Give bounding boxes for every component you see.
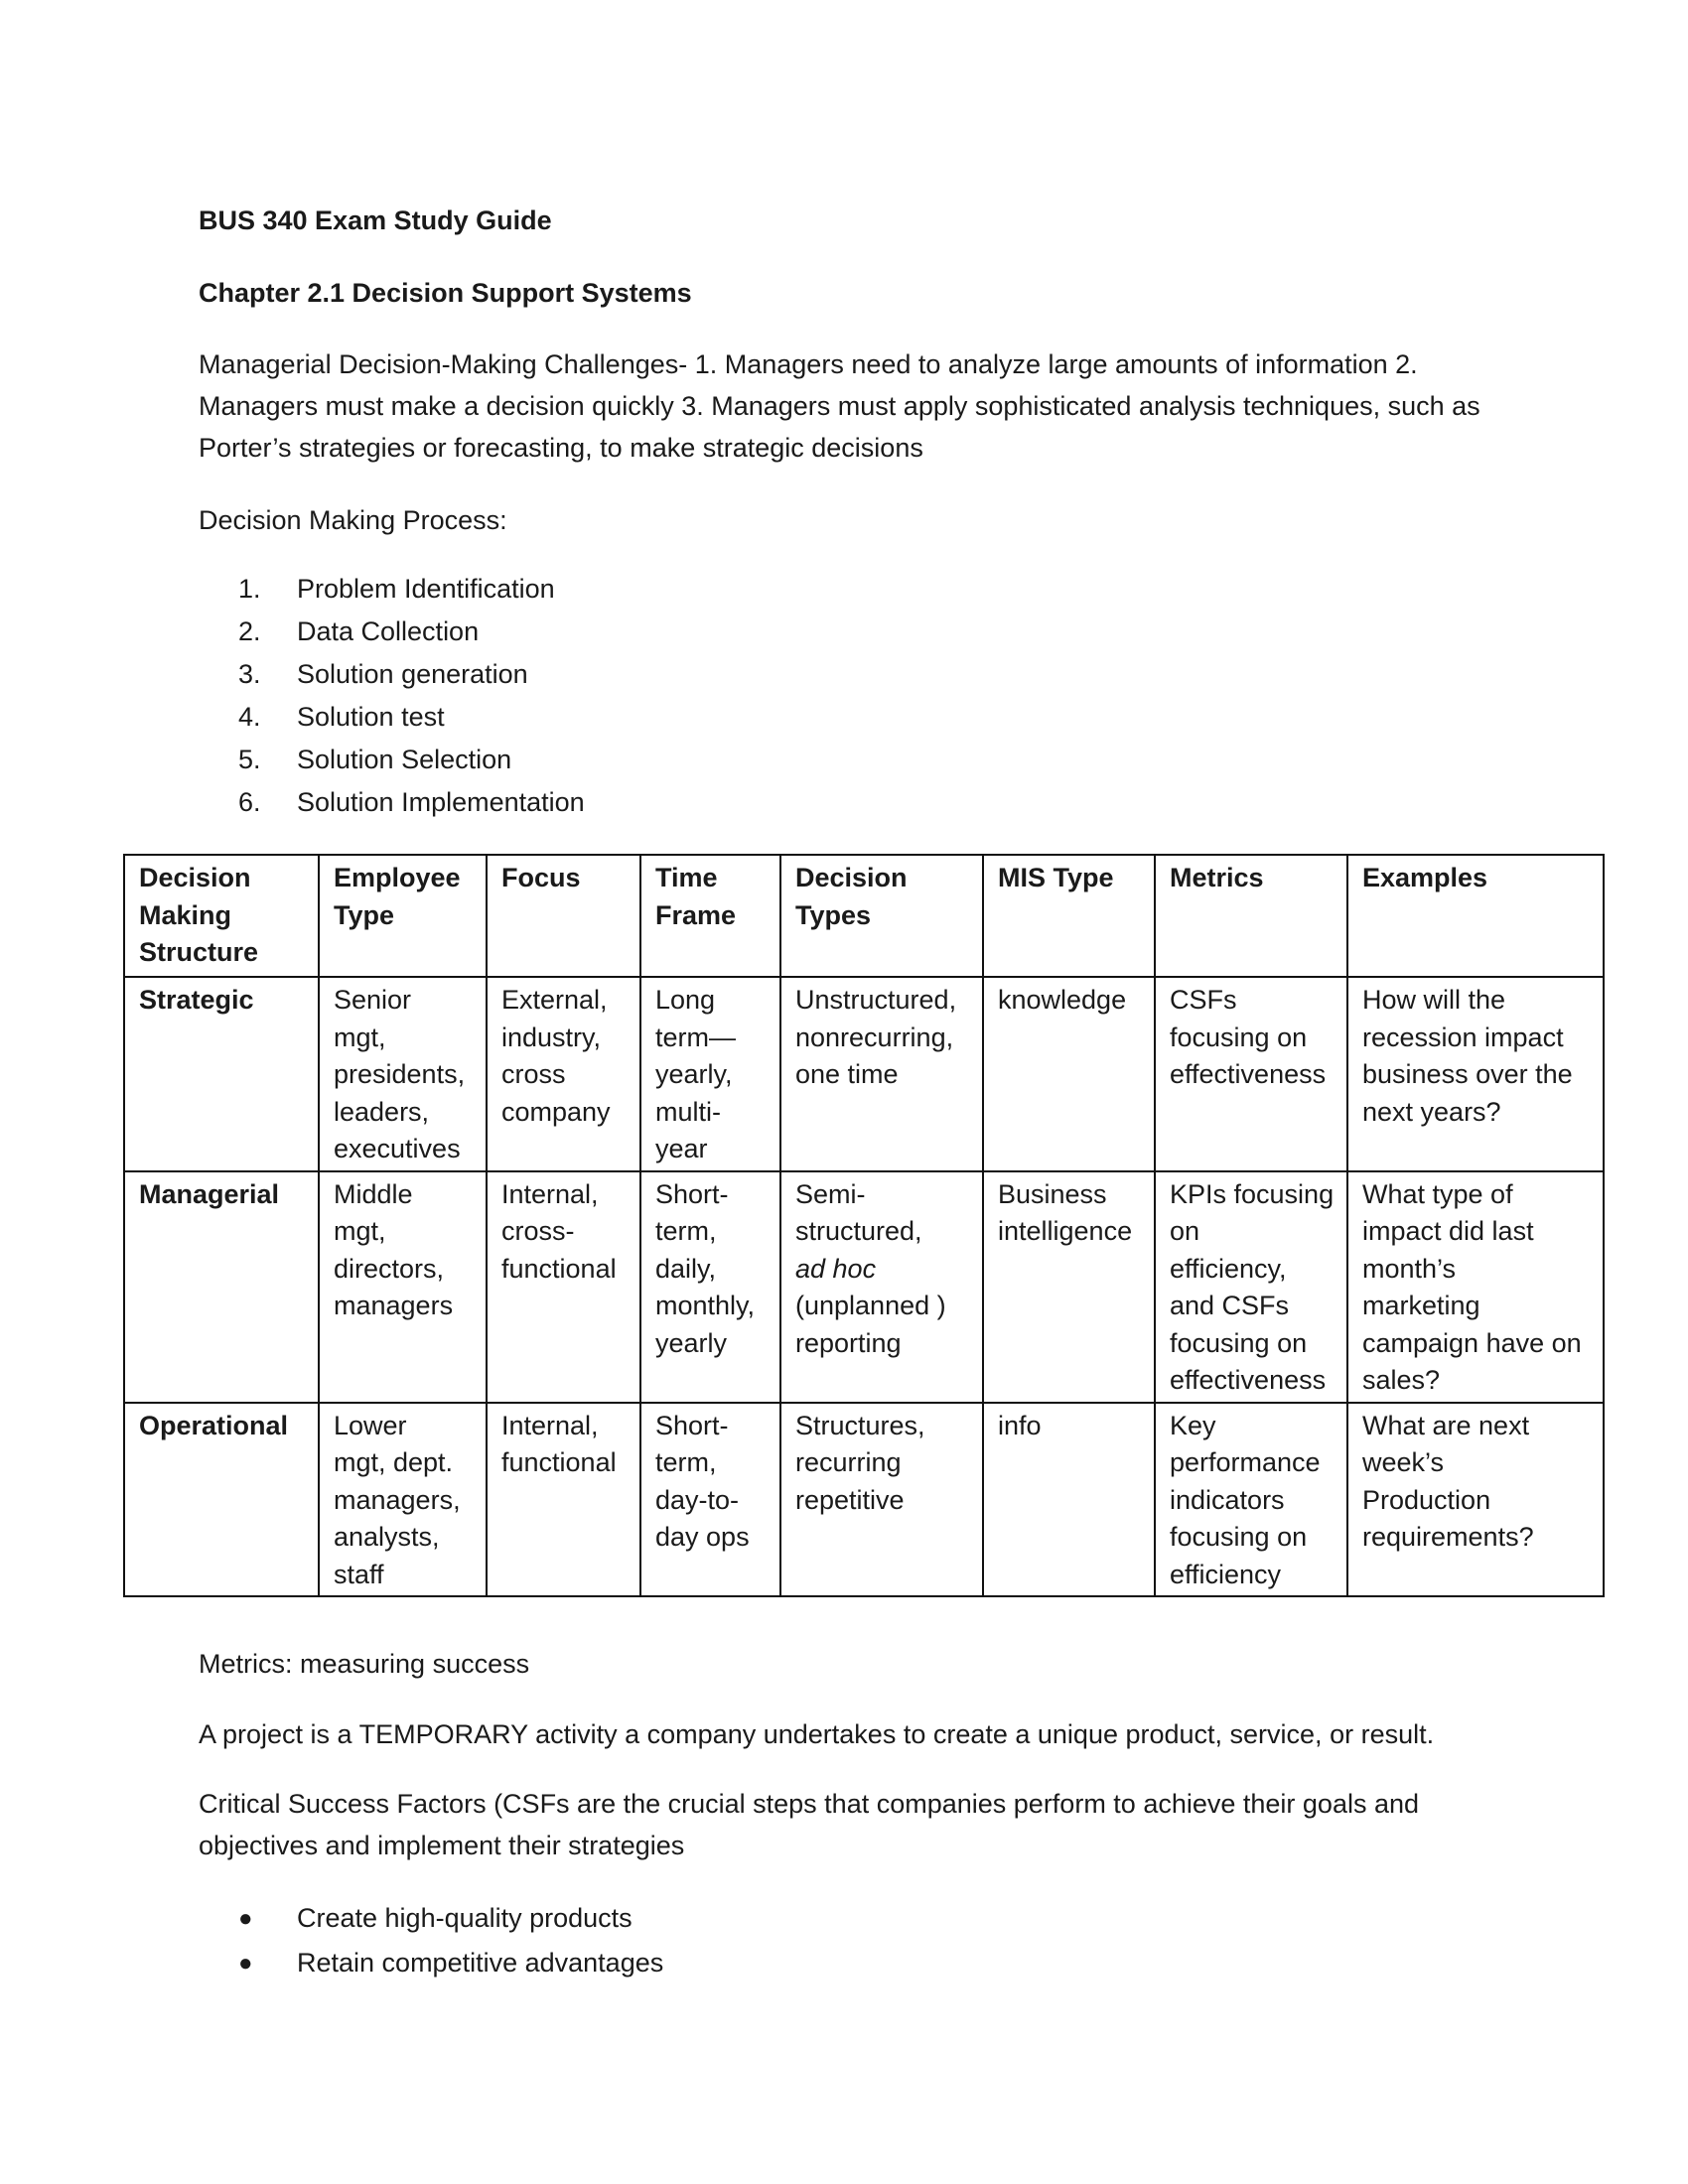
list-item: ● Retain competitive advantages bbox=[238, 1941, 663, 1985]
row-header-cell: Operational bbox=[124, 1403, 319, 1597]
csf-paragraph: Critical Success Factors (CSFs are the crucial steps that companies perform to achieve their goals and objectives and implement their strategies bbox=[199, 1789, 1420, 1860]
process-label: Decision Making Process: bbox=[199, 505, 507, 535]
table-row bbox=[124, 977, 1604, 1171]
table-header-row bbox=[124, 855, 1604, 977]
header-cell: Decision Types bbox=[780, 855, 983, 977]
table-cell: KPIs focusing on efficiency, and CSFs focusing on effectiveness bbox=[1155, 1171, 1347, 1403]
table-cell: Long term— yearly, multi- year bbox=[640, 977, 780, 1171]
table-cell: Unstructured, nonrecurring, one time bbox=[780, 977, 983, 1171]
list-item: 3. Solution generation bbox=[238, 659, 528, 689]
header-cell: Decision Making Structure bbox=[124, 855, 319, 977]
table-cell: Semi- structured, ad hoc (unplanned ) reporting bbox=[780, 1171, 983, 1403]
table-cell: How will the recession impact business over the next years? bbox=[1347, 977, 1604, 1171]
table-cell: External, industry, cross company bbox=[487, 977, 640, 1171]
row-header-cell: Managerial bbox=[124, 1171, 319, 1403]
table-cell: Structures, recurring repetitive bbox=[780, 1403, 983, 1597]
table-cell: Lower mgt, dept. managers, analysts, staff bbox=[319, 1403, 487, 1597]
list-item: 6. Solution Implementation bbox=[238, 787, 585, 817]
header-cell: Metrics bbox=[1155, 855, 1347, 977]
process-steps-list bbox=[238, 568, 585, 824]
document-title: BUS 340 Exam Study Guide bbox=[199, 205, 552, 235]
chapter-title: Chapter 2.1 Decision Support Systems bbox=[199, 278, 692, 308]
table-cell: Short- term, day-to- day ops bbox=[640, 1403, 780, 1597]
table-cell: knowledge bbox=[983, 977, 1155, 1171]
header-cell: Time Frame bbox=[640, 855, 780, 977]
table-cell: Internal, functional bbox=[487, 1403, 640, 1597]
table-cell: What type of impact did last month’s marketing campaign have on sales? bbox=[1347, 1171, 1604, 1403]
challenges-paragraph: Managerial Decision-Making Challenges- 1. Managers need to analyze large amounts of information 2. Managers must make a decision quickly 3. Managers must apply sophisticated analysis techniques, such as Porter’s strategies or forecasting, to make strategic decisions bbox=[199, 349, 1480, 463]
bullet-icon: ● bbox=[238, 1950, 253, 1977]
table-row bbox=[124, 1403, 1604, 1597]
bullet-icon: ● bbox=[238, 1905, 253, 1932]
csf-bullet-list bbox=[238, 1896, 663, 1985]
header-cell: Employee Type bbox=[319, 855, 487, 977]
list-item: ● Create high-quality products bbox=[238, 1896, 663, 1941]
header-cell: Focus bbox=[487, 855, 640, 977]
table-cell: What are next week’s Production requirements? bbox=[1347, 1403, 1604, 1597]
table-cell: info bbox=[983, 1403, 1155, 1597]
list-item: 2. Data Collection bbox=[238, 616, 480, 646]
header-cell: MIS Type bbox=[983, 855, 1155, 977]
table-cell: Short- term, daily, monthly, yearly bbox=[640, 1171, 780, 1403]
decision-structure-table bbox=[123, 854, 1605, 1597]
metrics-line: Metrics: measuring success bbox=[199, 1649, 530, 1679]
table-cell: Key performance indicators focusing on efficiency bbox=[1155, 1403, 1347, 1597]
list-item: 5. Solution Selection bbox=[238, 745, 512, 774]
table-row bbox=[124, 1171, 1604, 1403]
project-definition: A project is a TEMPORARY activity a company undertakes to create a unique product, service, or result. bbox=[199, 1719, 1435, 1749]
table-cell: CSFs focusing on effectiveness bbox=[1155, 977, 1347, 1171]
row-header-cell: Strategic bbox=[124, 977, 319, 1171]
list-item: 4. Solution test bbox=[238, 702, 445, 732]
header-cell: Examples bbox=[1347, 855, 1604, 977]
table-cell: Business intelligence bbox=[983, 1171, 1155, 1403]
table-cell: Internal, cross- functional bbox=[487, 1171, 640, 1403]
table-cell: Senior mgt, presidents, leaders, executives bbox=[319, 977, 487, 1171]
table-cell: Middle mgt, directors, managers bbox=[319, 1171, 487, 1403]
list-item: 1. Problem Identification bbox=[238, 574, 555, 604]
